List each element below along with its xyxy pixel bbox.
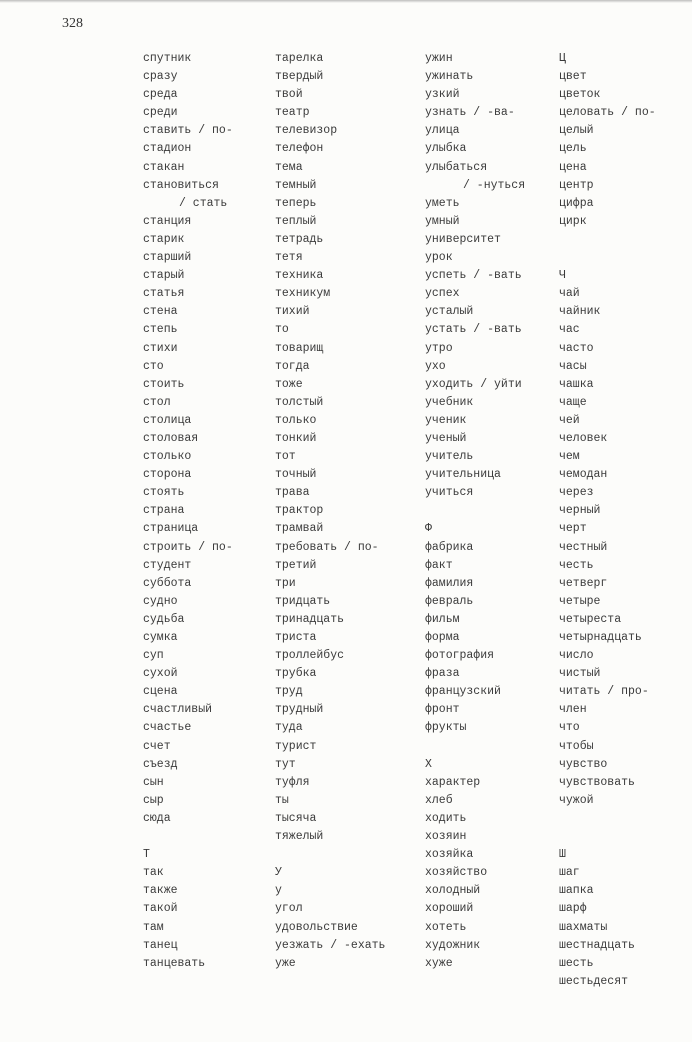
- word-entry: четыреста: [559, 612, 622, 626]
- word-entry: успеть / -вать: [425, 269, 522, 283]
- word-entry: чей: [559, 413, 580, 427]
- word-entry: цвет: [559, 70, 587, 84]
- word-entry: честь: [559, 558, 594, 572]
- word-entry: твердый: [275, 70, 324, 84]
- word-entry: тринадцать: [275, 612, 345, 626]
- word-entry: умный: [425, 214, 460, 228]
- word-entry: точный: [275, 468, 317, 482]
- word-entry: университет: [425, 232, 501, 246]
- word-entry: стихи: [143, 341, 178, 355]
- word-entry: целовать / по-: [559, 106, 656, 120]
- word-entry: усталый: [425, 305, 474, 319]
- section-letter: Ч: [559, 269, 566, 283]
- word-entry: страница: [143, 522, 199, 536]
- word-entry: темный: [275, 178, 317, 192]
- word-entry: техника: [275, 269, 324, 283]
- word-entry: столица: [143, 413, 192, 427]
- word-entry: хороший: [425, 902, 474, 916]
- word-entry: статья: [143, 287, 185, 301]
- word-entry: сюда: [143, 811, 171, 825]
- word-entry: три: [275, 576, 296, 590]
- word-entry: старый: [143, 269, 185, 283]
- word-entry: такой: [143, 902, 178, 916]
- word-entry: член: [559, 703, 587, 717]
- word-entry: учительница: [425, 468, 501, 482]
- word-entry: суп: [143, 649, 164, 663]
- word-entry: студент: [143, 558, 192, 572]
- word-entry: чайник: [559, 305, 601, 319]
- word-entry: тетя: [275, 251, 303, 265]
- word-entry: / -нуться: [463, 178, 526, 192]
- word-entry: театр: [275, 106, 310, 120]
- word-entry: тут: [275, 757, 296, 771]
- word-entry: целый: [559, 124, 594, 138]
- word-entry: читать / про-: [559, 685, 649, 699]
- word-entry: ученик: [425, 413, 467, 427]
- word-entry: толстый: [275, 395, 324, 409]
- word-entry: шапка: [559, 884, 594, 898]
- word-entry: фотография: [425, 649, 495, 663]
- word-entry: стена: [143, 305, 178, 319]
- word-entry: часы: [559, 359, 587, 373]
- word-entry: шестьдесят: [559, 974, 629, 988]
- word-entry: там: [143, 920, 164, 934]
- word-entry: спутник: [143, 52, 192, 65]
- word-entry: число: [559, 649, 594, 663]
- word-entry: фронт: [425, 703, 460, 717]
- word-entry: так: [143, 866, 164, 880]
- word-entry: съезд: [143, 757, 178, 771]
- word-entry: фраза: [425, 667, 460, 681]
- word-entry: угол: [275, 902, 303, 916]
- word-entry: ухо: [425, 359, 446, 373]
- word-entry: хуже: [425, 956, 453, 970]
- word-entry: товарищ: [275, 341, 324, 355]
- word-entry: трудный: [275, 703, 324, 717]
- word-column-2: [275, 50, 385, 973]
- word-entry: среди: [143, 106, 178, 120]
- word-entry: фрукты: [425, 721, 467, 735]
- word-entry: тихий: [275, 305, 310, 319]
- word-entry: столько: [143, 450, 192, 464]
- word-entry: четыре: [559, 594, 601, 608]
- word-entry: хозяин: [425, 830, 467, 844]
- word-entry: ученый: [425, 431, 467, 445]
- word-entry: сразу: [143, 70, 178, 84]
- word-entry: учебник: [425, 395, 474, 409]
- word-entry: чемодан: [559, 468, 608, 482]
- word-entry: также: [143, 884, 178, 898]
- word-entry: суббота: [143, 576, 192, 590]
- word-entry: уходить / уйти: [425, 377, 522, 391]
- word-entry: шаг: [559, 866, 580, 880]
- word-entry: шесть: [559, 956, 594, 970]
- word-entry: форма: [425, 631, 460, 644]
- word-entry: через: [559, 486, 594, 500]
- section-letter: Т: [143, 848, 150, 862]
- word-entry: сухой: [143, 667, 178, 681]
- word-entry: судно: [143, 594, 178, 608]
- word-entry: стакан: [143, 160, 185, 174]
- word-entry: центр: [559, 178, 594, 192]
- word-entry: узнать / -ва-: [425, 106, 515, 120]
- word-entry: шестнадцать: [559, 938, 635, 952]
- word-entry: трубка: [275, 667, 317, 681]
- word-entry: триста: [275, 631, 317, 644]
- word-entry: узкий: [425, 88, 460, 102]
- word-entry: цирк: [559, 214, 587, 228]
- word-entry: февраль: [425, 594, 474, 608]
- word-entry: счастливый: [143, 703, 213, 717]
- word-entry: чаще: [559, 395, 587, 409]
- word-column-1: [143, 50, 233, 973]
- word-entry: чувство: [559, 757, 608, 771]
- word-entry: хозяйка: [425, 848, 474, 862]
- word-entry: уже: [275, 956, 296, 970]
- word-entry: танцевать: [143, 956, 206, 970]
- word-entry: фабрика: [425, 540, 474, 554]
- word-entry: столовая: [143, 431, 199, 445]
- word-entry: хлеб: [425, 793, 453, 807]
- word-entry: танец: [143, 938, 178, 952]
- section-letter: Х: [425, 757, 432, 771]
- word-entry: хозяйство: [425, 866, 488, 880]
- word-entry: счастье: [143, 721, 192, 735]
- word-entry: ты: [275, 793, 289, 807]
- word-entry: телевизор: [275, 124, 338, 138]
- word-entry: требовать / по-: [275, 540, 379, 554]
- word-entry: страна: [143, 504, 185, 518]
- word-entry: трава: [275, 486, 310, 500]
- word-entry: телефон: [275, 142, 324, 156]
- word-entry: степь: [143, 323, 178, 337]
- word-entry: тот: [275, 450, 296, 464]
- word-entry: шахматы: [559, 920, 608, 934]
- word-entry: тоже: [275, 377, 303, 391]
- word-entry: техникум: [275, 287, 331, 301]
- word-entry: тарелка: [275, 52, 324, 65]
- word-entry: улица: [425, 124, 460, 138]
- word-entry: цветок: [559, 88, 601, 102]
- word-entry: четырнадцать: [559, 631, 642, 644]
- word-entry: тетрадь: [275, 232, 324, 246]
- word-entry: стадион: [143, 142, 192, 156]
- word-entry: чем: [559, 450, 580, 464]
- word-entry: утро: [425, 341, 453, 355]
- word-entry: туфля: [275, 775, 310, 789]
- word-entry: ходить: [425, 811, 467, 825]
- word-entry: устать / -вать: [425, 323, 522, 337]
- page-number: 328: [62, 16, 83, 31]
- word-entry: фамилия: [425, 576, 474, 590]
- word-entry: старший: [143, 251, 192, 265]
- word-entry: черный: [559, 504, 601, 518]
- word-entry: ужинать: [425, 70, 474, 84]
- word-entry: что: [559, 721, 580, 735]
- word-entry: тема: [275, 160, 303, 174]
- word-entry: цена: [559, 160, 587, 174]
- word-entry: судьба: [143, 612, 185, 626]
- word-entry: чай: [559, 287, 580, 301]
- word-entry: тридцать: [275, 594, 331, 608]
- section-letter: У: [275, 866, 282, 880]
- section-letter: Ш: [559, 848, 566, 862]
- word-entry: стоить: [143, 377, 185, 391]
- word-entry: характер: [425, 775, 481, 789]
- word-entry: ужин: [425, 52, 453, 65]
- word-column-3: [425, 50, 525, 973]
- word-entry: / стать: [179, 196, 228, 210]
- word-entry: улыбаться: [425, 160, 488, 174]
- word-entry: среда: [143, 88, 178, 102]
- word-entry: четверг: [559, 576, 608, 590]
- word-entry: сцена: [143, 685, 178, 699]
- word-entry: труд: [275, 685, 303, 699]
- word-entry: сумка: [143, 631, 178, 644]
- word-entry: учиться: [425, 486, 474, 500]
- word-entry: уезжать / -ехать: [275, 938, 386, 952]
- word-entry: стол: [143, 395, 171, 409]
- word-entry: становиться: [143, 178, 219, 192]
- word-entry: строить / по-: [143, 540, 233, 554]
- word-entry: удовольствие: [275, 920, 358, 934]
- word-entry: троллейбус: [275, 649, 345, 663]
- word-entry: сторона: [143, 468, 192, 482]
- word-entry: фильм: [425, 612, 460, 626]
- word-entry: только: [275, 413, 317, 427]
- word-entry: шарф: [559, 902, 587, 916]
- section-letter: Ф: [425, 522, 432, 536]
- word-entry: сто: [143, 359, 164, 373]
- word-entry: цель: [559, 142, 587, 156]
- word-entry: учитель: [425, 450, 474, 464]
- word-entry: художник: [425, 938, 481, 952]
- word-entry: теперь: [275, 196, 317, 210]
- word-entry: чужой: [559, 793, 594, 807]
- word-entry: то: [275, 323, 289, 337]
- section-letter: Ц: [559, 52, 566, 65]
- word-entry: факт: [425, 558, 453, 572]
- word-entry: чашка: [559, 377, 594, 391]
- word-entry: холодный: [425, 884, 481, 898]
- word-entry: у: [275, 884, 282, 898]
- word-entry: улыбка: [425, 142, 467, 156]
- word-entry: твой: [275, 88, 303, 102]
- word-entry: туда: [275, 721, 303, 735]
- word-entry: час: [559, 323, 580, 337]
- word-entry: третий: [275, 558, 317, 572]
- word-entry: урок: [425, 251, 453, 265]
- word-entry: тысяча: [275, 811, 317, 825]
- word-entry: турист: [275, 739, 317, 753]
- word-entry: французский: [425, 685, 501, 699]
- word-entry: старик: [143, 232, 185, 246]
- word-entry: часто: [559, 341, 594, 355]
- word-entry: тяжелый: [275, 830, 324, 844]
- word-entry: честный: [559, 540, 608, 554]
- word-entry: тогда: [275, 359, 310, 373]
- word-entry: ставить / по-: [143, 124, 233, 138]
- word-entry: тонкий: [275, 431, 317, 445]
- word-entry: чтобы: [559, 739, 594, 753]
- word-entry: сыр: [143, 793, 164, 807]
- word-entry: станция: [143, 214, 192, 228]
- word-entry: счет: [143, 739, 171, 753]
- word-entry: теплый: [275, 214, 317, 228]
- word-entry: чистый: [559, 667, 601, 681]
- word-entry: успех: [425, 287, 460, 301]
- page-top-edge: [0, 0, 692, 3]
- word-entry: цифра: [559, 196, 594, 210]
- word-column-4: [559, 50, 656, 991]
- word-entry: чувствовать: [559, 775, 635, 789]
- word-entry: хотеть: [425, 920, 467, 934]
- word-entry: сын: [143, 775, 164, 789]
- word-entry: трактор: [275, 504, 324, 518]
- word-entry: черт: [559, 522, 587, 536]
- word-entry: стоять: [143, 486, 185, 500]
- word-entry: трамвай: [275, 522, 324, 536]
- word-entry: человек: [559, 431, 608, 445]
- word-entry: уметь: [425, 196, 460, 210]
